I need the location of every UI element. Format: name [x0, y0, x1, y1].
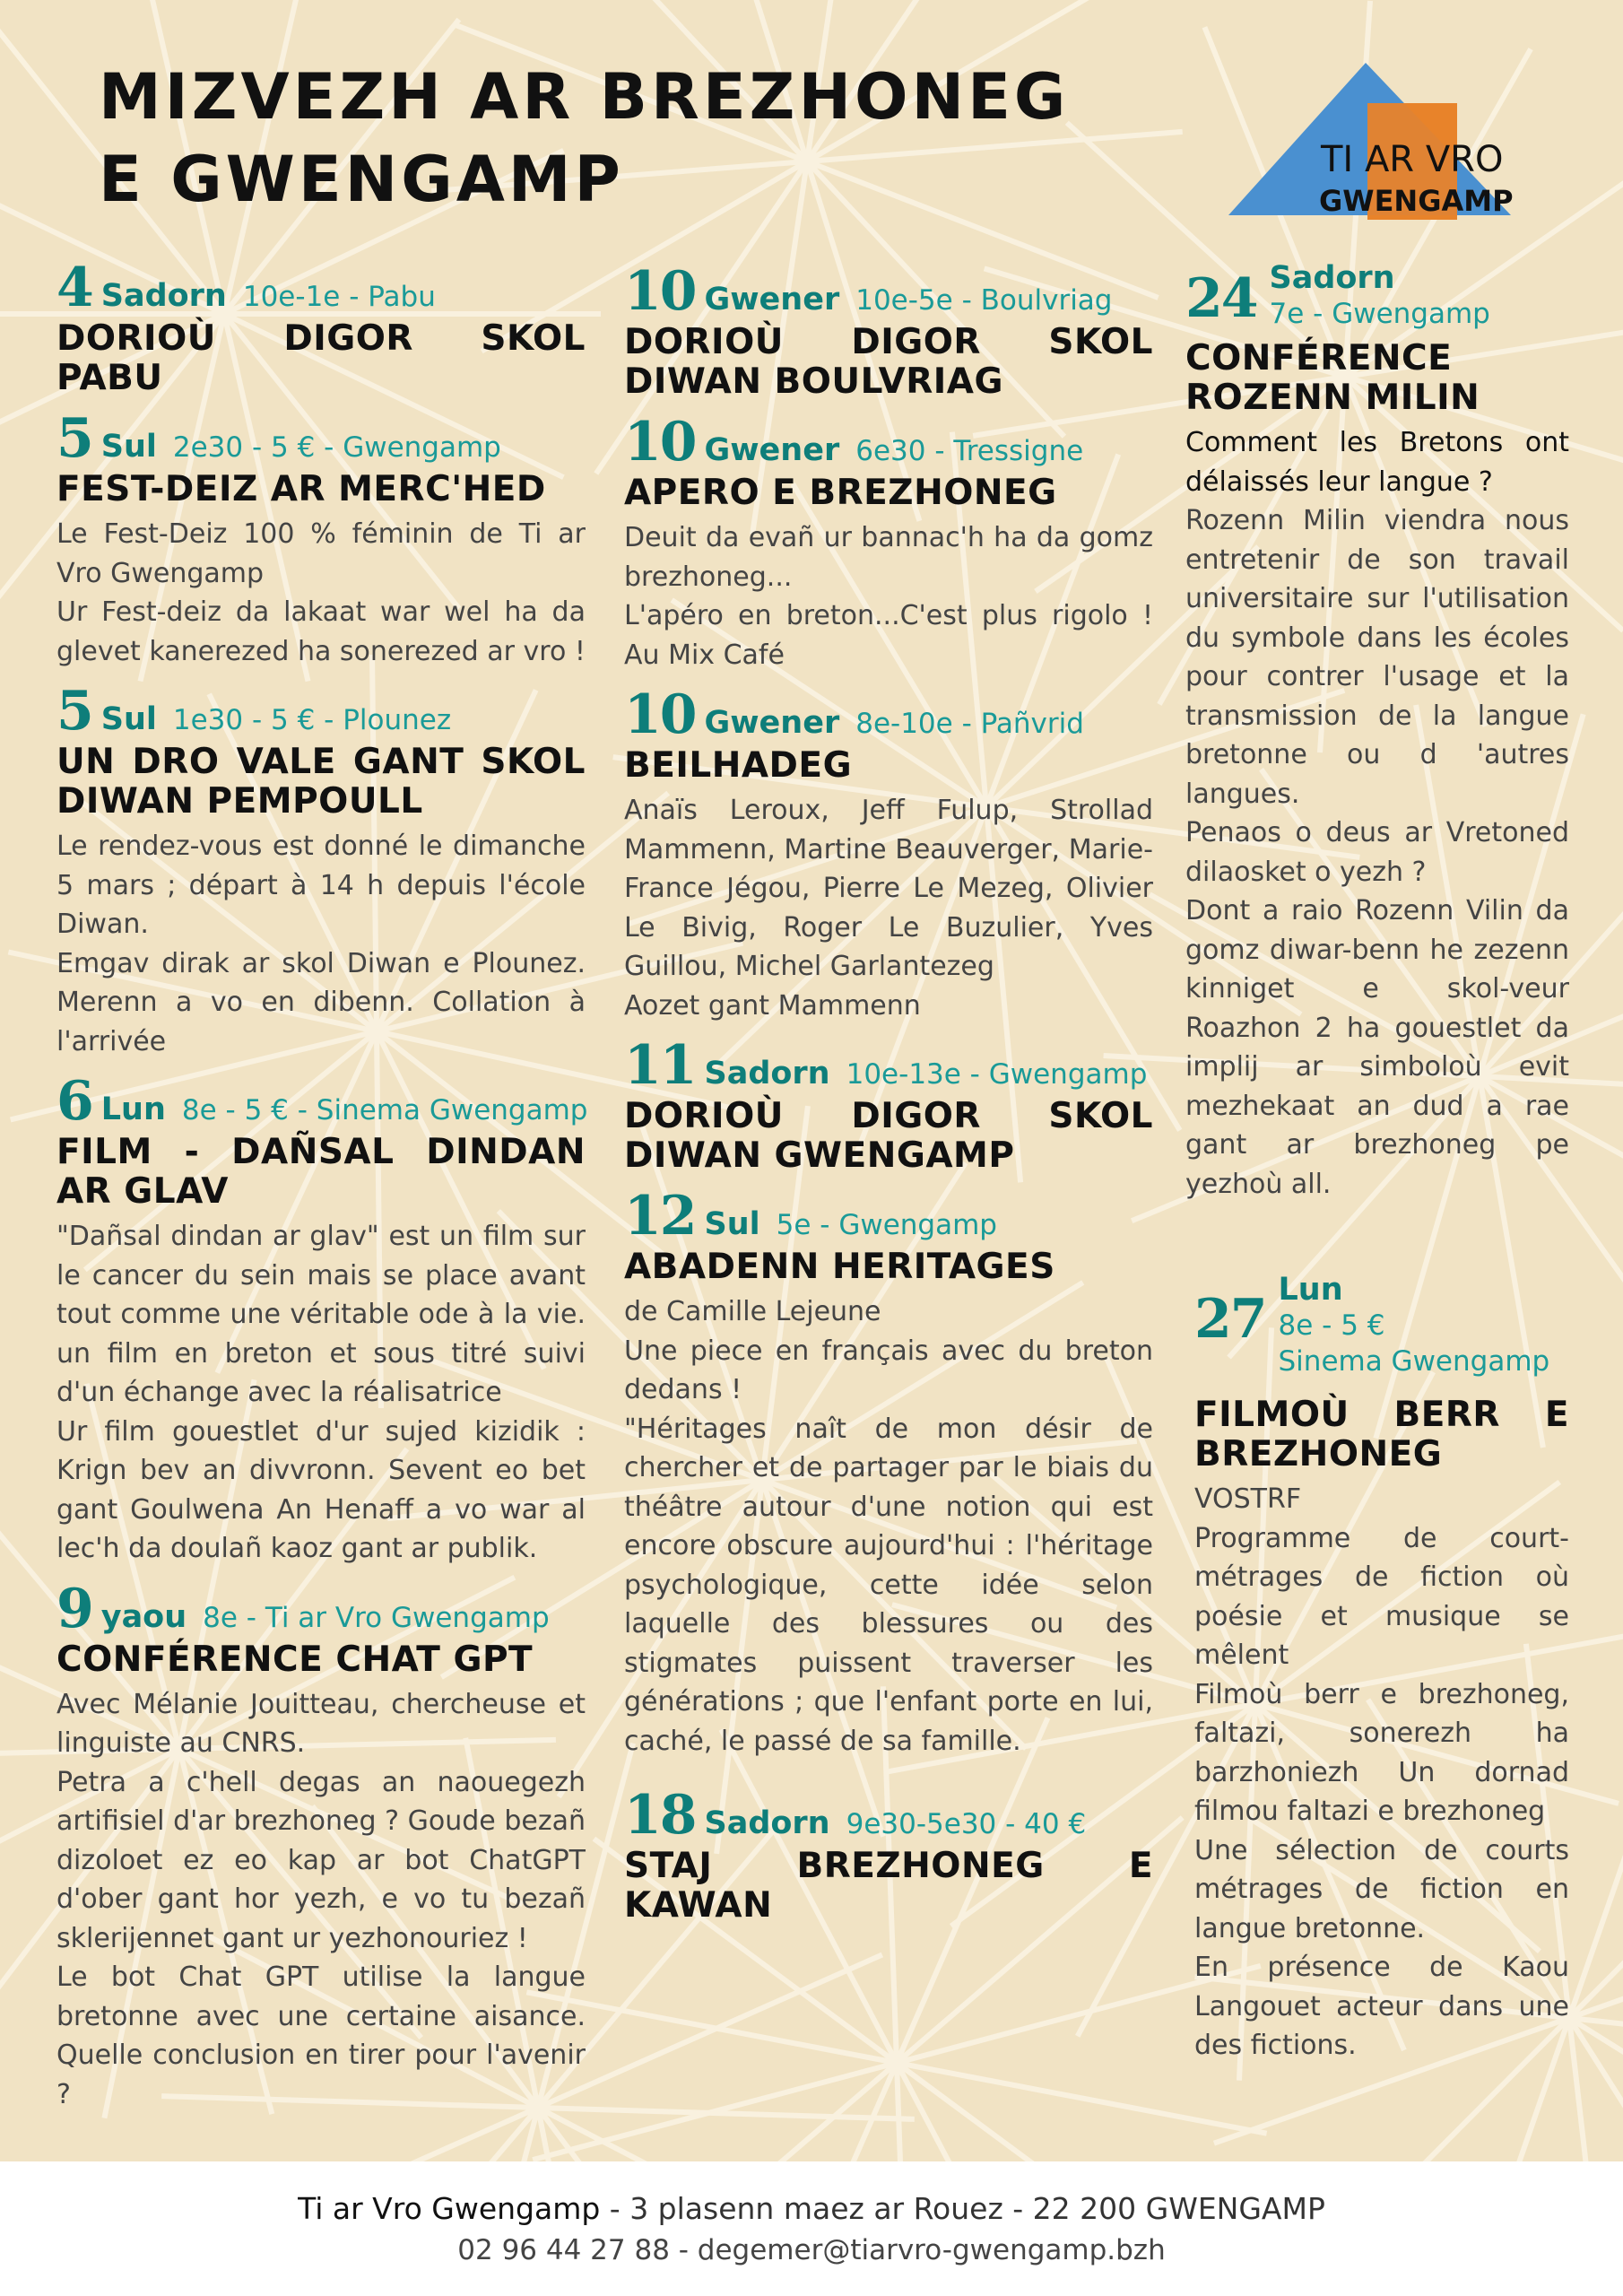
- event-weekday: Lun: [1278, 1272, 1343, 1308]
- event-paragraph: Emgav dirak ar skol Diwan e Plounez. Merenn a vo en dibenn. Collation à l'arrivée: [56, 947, 586, 1057]
- event-weekday: Sul: [100, 701, 157, 737]
- footer-org: Ti ar Vro Gwengamp: [298, 2191, 601, 2226]
- event-paragraph: Ur Fest-deiz da lakaat war wel ha da glevet kanerezed ha sonerezed ar vro !: [56, 596, 586, 667]
- footer-address-line: [0, 2188, 1623, 2230]
- event: [1185, 260, 1569, 1204]
- event-title: CONFÉRENCE CHAT GPT: [56, 1639, 534, 1680]
- event-title: STAJ BREZHONEG E KAWAN: [624, 1846, 1153, 1926]
- event-paragraph: "Dañsal dindan ar glav" est un film sur le cancer du sein mais se place avant tout comme une véritable ode à la vie. un film en breton et sous titré suivi d'un échange avec la réalisatrice: [56, 1221, 586, 1408]
- event-description: [56, 1685, 586, 2115]
- event-paragraph: Anaïs Leroux, Jeff Fulup, Strollad Mammenn, Martine Beauverger, Marie-France Jégou, Pierre Le Mezeg, Olivier Le Bivig, Roger Le Buzulier, Yves Guillou, Michel Garlantezeg: [624, 795, 1153, 982]
- event-weekday: Sadorn: [704, 1805, 830, 1841]
- event-date: [624, 1185, 1153, 1248]
- event-paragraph: de Camille Lejeune: [624, 1296, 881, 1327]
- event-day: 12: [624, 1185, 696, 1248]
- event: [56, 1577, 586, 2115]
- title-line-2: E GWENGAMP: [99, 143, 624, 216]
- event: [624, 411, 1153, 674]
- event-paragraph: "Héritages naît de mon désir de chercher et de partager par le biais du théâtre autour d'une notion qui est encore obscure aujourd'hui : l'héritage psychologique, cette idée selon laquelle des blessures ou des stigmates puissent traverser les générations ; que l'enfant porte en lui, caché, le passé de sa famille.: [624, 1413, 1153, 1757]
- event: [624, 1034, 1153, 1176]
- event-title: FILM - DAÑSAL DINDAN AR GLAV: [56, 1132, 586, 1212]
- event-description: [56, 1217, 586, 1569]
- event-meta: 8e - Ti ar Vro Gwengamp: [203, 1601, 550, 1634]
- event-paragraph: Penaos o deus ar Vretoned dilaosket o yezh ?: [1185, 817, 1569, 888]
- event-date: [1185, 260, 1569, 332]
- event-meta: 8e-10e - Pañvrid: [855, 708, 1084, 740]
- event: [624, 683, 1153, 1025]
- event-weekday: Gwener: [704, 282, 840, 317]
- footer-address: - 3 plasenn maez ar Rouez - 22 200 GWENGAMP: [600, 2191, 1325, 2226]
- event: [56, 1070, 588, 1569]
- event-day: 11: [624, 1034, 696, 1097]
- event-description: [624, 791, 1153, 1025]
- events-column-3: [1185, 260, 1569, 2078]
- event-date: [624, 411, 1153, 474]
- event-title: APERO E BREZHONEG: [624, 473, 1057, 513]
- event-paragraph: Le bot Chat GPT utilise la langue bretonne avec une certaine aisance. Quelle conclusion en tirer pour l'avenir ?: [56, 1961, 586, 2110]
- event-meta: 7e - Gwengamp: [1269, 298, 1490, 330]
- event-weekday: Gwener: [704, 432, 840, 468]
- event-day: 10: [624, 411, 696, 474]
- event-paragraph: Programme de court-métrages de fiction où poésie et musique se mêlent: [1194, 1522, 1569, 1671]
- event-title: UN DRO VALE GANT SKOL DIWAN PEMPOULL: [56, 742, 586, 822]
- event-weekday: Gwener: [704, 705, 840, 741]
- logo-text-line-1: TI AR VRO: [1321, 139, 1504, 180]
- event: [624, 1185, 1153, 1761]
- event-description: [624, 1292, 1153, 1761]
- event-paragraph: Deuit da evañ ur bannac'h ha da gomz brezhoneg...: [624, 522, 1153, 593]
- event-paragraph: Rozenn Milin viendra nous entretenir de son travail universitaire sur l'utilisation du symbole dans les écoles pour contrer l'usage et la transmission de la langue bretonne ou d 'autres langues.: [1185, 505, 1569, 810]
- event-paragraph: VOSTRF: [1194, 1483, 1302, 1515]
- event-description: [56, 515, 586, 671]
- event-day: 18: [624, 1784, 696, 1847]
- event-meta: 10e-13e - Gwengamp: [846, 1058, 1148, 1091]
- event: [56, 680, 586, 1061]
- page-title: [99, 56, 1069, 221]
- event-date: [624, 260, 1153, 323]
- event-title: CONFÉRENCE ROZENN MILIN: [1185, 338, 1480, 418]
- event-paragraph: Une sélection de courts métrages de fiction en langue bretonne.: [1194, 1834, 1569, 1944]
- event-paragraph: Le Fest-Deiz 100 % féminin de Ti ar Vro Gwengamp: [56, 518, 586, 589]
- event-title: DORIOÙ DIGOR SKOL PABU: [56, 318, 586, 398]
- events-column-1: [56, 257, 588, 2126]
- event-day: 27: [1194, 1288, 1266, 1351]
- event-date: [56, 257, 586, 319]
- event-title: BEILHADEG: [624, 745, 853, 786]
- event-paragraph: Avec Mélanie Jouitteau, chercheuse et linguiste au CNRS.: [56, 1688, 586, 1759]
- event: [56, 407, 586, 671]
- event-weekday: Lun: [100, 1091, 166, 1127]
- title-line-1: MIZVEZH AR BREZHONEG: [99, 60, 1070, 134]
- event-day: 9: [56, 1577, 92, 1640]
- event-paragraph: Une piece en français avec du breton dedans !: [624, 1335, 1153, 1405]
- footer-contact: 02 96 44 27 88 - degemer@tiarvro-gwengamp.bzh: [457, 2234, 1166, 2266]
- footer: [0, 2161, 1623, 2296]
- event-meta: 8e - 5 € - Sinema Gwengamp: [181, 1094, 588, 1126]
- event-day: 10: [624, 683, 696, 746]
- event-paragraph: Aozet gant Mammenn: [624, 989, 921, 1022]
- event: [56, 257, 586, 398]
- logo: [1215, 58, 1520, 224]
- event-weekday: Sul: [100, 429, 157, 465]
- events-column-2: [624, 260, 1153, 1938]
- event-paragraph: L'apéro en breton...C'est plus rigolo ! Au Mix Café: [624, 600, 1153, 671]
- event-subtitle: Comment les Bretons ont délaissés leur langue ?: [1185, 427, 1569, 498]
- event-day: 4: [56, 257, 92, 319]
- event-meta: 8e - 5 €: [1278, 1309, 1385, 1342]
- event-paragraph: Le rendez-vous est donné le dimanche 5 mars ; départ à 14 h depuis l'école Diwan.: [56, 831, 586, 940]
- event-title: DORIOÙ DIGOR SKOL DIWAN BOULVRIAG: [624, 322, 1153, 402]
- event-meta: 5e - Gwengamp: [776, 1209, 997, 1241]
- event: [1194, 1272, 1569, 2066]
- logo-text-line-2: GWENGAMP: [1319, 184, 1514, 218]
- event-paragraph: Filmoù berr e brezhoneg, faltazi, sonerezh ha barzhoniezh Un dornad filmou faltazi e brezhoneg: [1194, 1678, 1569, 1827]
- event-date: [1194, 1272, 1569, 1379]
- event-day: 5: [56, 407, 92, 470]
- event-paragraph: Ur film gouestlet d'ur sujed kizidik : Krign bev an divvronn. Sevent eo bet gant Goulwena An Henaff a vo war al lec'h da doulañ kaoz gant ar publik.: [56, 1415, 586, 1564]
- event-date: [624, 1034, 1153, 1097]
- event-meta: 6e30 - Tressigne: [855, 435, 1084, 467]
- event-date: [56, 680, 586, 743]
- event-day: 6: [56, 1070, 92, 1133]
- event-description: [624, 518, 1153, 674]
- event-weekday: Sul: [704, 1206, 760, 1242]
- event-meta: 9e30-5e30 - 40 €: [846, 1808, 1087, 1840]
- event-weekday: Sadorn: [100, 278, 227, 314]
- event-title: FEST-DEIZ AR MERC'HED: [56, 469, 546, 509]
- event: [624, 260, 1153, 402]
- event-weekday: yaou: [100, 1598, 187, 1635]
- event-date: [624, 683, 1153, 746]
- event-description: [1185, 423, 1569, 1204]
- event-title: ABADENN HERITAGES: [624, 1247, 1055, 1287]
- event-date: [624, 1784, 1153, 1847]
- event-date: [56, 1070, 588, 1133]
- event-weekday: Sadorn: [1269, 260, 1395, 296]
- event-description: [1194, 1480, 1569, 2066]
- event-paragraph: Petra a c'hell degas an naouegezh artifisiel d'ar brezhoneg ? Goude bezañ dizoloet ez eo kap ar bot ChatGPT d'ober gant hor yezh, e vo tu bezañ sklerijennet gant ur yezhonouriez !: [56, 1766, 586, 1954]
- event-title: FILMOÙ BERR E BREZHONEG: [1194, 1395, 1569, 1474]
- event-day: 24: [1185, 267, 1257, 330]
- event-meta: 10e-1e - Pabu: [242, 281, 436, 313]
- event-meta: 10e-5e - Boulvriag: [855, 284, 1113, 317]
- event-day: 10: [624, 260, 696, 323]
- event-date: [56, 1577, 586, 1640]
- event: [624, 1784, 1153, 1926]
- event-paragraph: En présence de Kaou Langouet acteur dans une des fictions.: [1194, 1952, 1569, 2061]
- event-date: [56, 407, 586, 470]
- event-title: DORIOÙ DIGOR SKOL DIWAN GWENGAMP: [624, 1096, 1153, 1176]
- event-description: [56, 827, 586, 1061]
- event-meta: 2e30 - 5 € - Gwengamp: [172, 431, 501, 464]
- event-paragraph: Dont a raio Rozenn Vilin da gomz diwar-benn he zezenn kinniget e skol-veur Roazhon 2 ha gouestlet da implij ar simboloù evit mezhekaat an dud a rae gant ar brezhoneg pe yezhoù all.: [1185, 895, 1569, 1200]
- event-weekday: Sadorn: [704, 1056, 830, 1091]
- event-meta: 1e30 - 5 € - Plounez: [172, 704, 452, 736]
- event-day: 5: [56, 680, 92, 743]
- event-meta-2: Sinema Gwengamp: [1278, 1345, 1550, 1378]
